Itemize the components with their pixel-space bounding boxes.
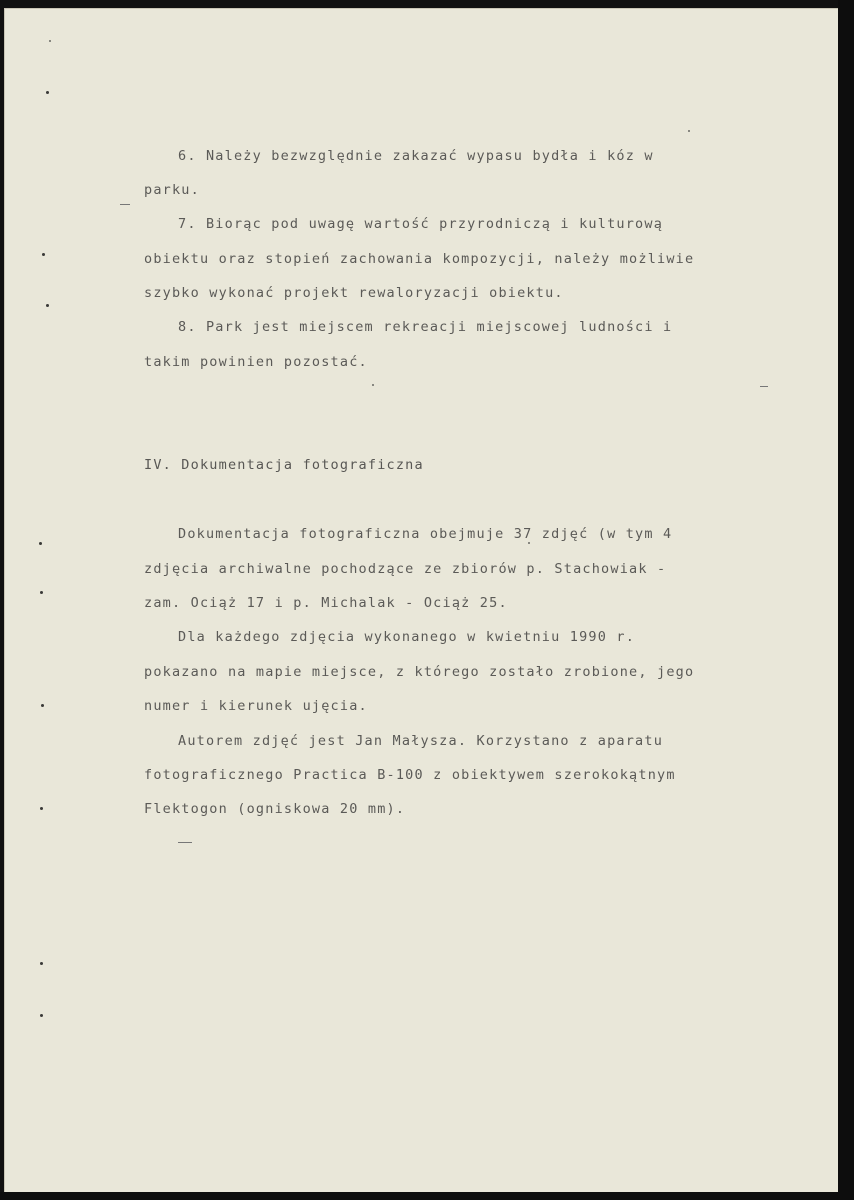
point-6-line-1: 6. Należy bezwzględnie zakazać wypasu bydła i kóz w — [178, 148, 654, 164]
scan-speck — [528, 542, 530, 544]
scan-speck — [49, 40, 51, 42]
photo-doc-line-9: Flektogon (ogniskowa 20 mm). — [144, 801, 406, 817]
photo-doc-line-8: fotograficznego Practica B-100 z obiektywem szerokokątnym — [144, 767, 676, 783]
point-7-line-2: obiektu oraz stopień zachowania kompozycji, należy możliwie — [144, 251, 695, 267]
scan-speck — [372, 384, 374, 386]
photo-doc-line-7: Autorem zdjęć jest Jan Małysza. Korzystano z aparatu — [178, 733, 664, 749]
section-iv-heading: IV. Dokumentacja fotograficzna — [144, 457, 424, 473]
scan-speck — [42, 253, 45, 256]
scan-speck — [40, 1014, 43, 1017]
scan-speck — [40, 591, 43, 594]
scan-speck — [40, 807, 43, 810]
point-8-line-2: takim powinien pozostać. — [144, 354, 368, 370]
point-7-line-3: szybko wykonać projekt rewaloryzacji obiektu. — [144, 285, 564, 301]
scan-speck — [46, 91, 49, 94]
scan-mark — [760, 386, 768, 387]
scan-speck — [688, 130, 690, 132]
photo-doc-line-6: numer i kierunek ujęcia. — [144, 698, 368, 714]
photo-doc-line-1: Dokumentacja fotograficzna obejmuje 37 zdjęć (w tym 4 — [178, 526, 673, 542]
scan-mark — [120, 204, 130, 205]
photo-doc-line-3: zam. Ociąż 17 i p. Michalak - Ociąż 25. — [144, 595, 508, 611]
scan-mark — [178, 842, 192, 843]
point-6-line-2: parku. — [144, 182, 200, 198]
scan-speck — [46, 304, 49, 307]
scan-border-right — [838, 0, 854, 1200]
point-8-line-1: 8. Park jest miejscem rekreacji miejscowej ludności i — [178, 319, 673, 335]
point-7-line-1: 7. Biorąc pod uwagę wartość przyrodniczą i kulturową — [178, 216, 664, 232]
scan-speck — [39, 542, 42, 545]
scan-speck — [40, 962, 43, 965]
scan-border-bottom — [0, 1192, 854, 1200]
scan-speck — [41, 704, 44, 707]
photo-doc-line-2: zdjęcia archiwalne pochodzące ze zbiorów p. Stachowiak - — [144, 561, 667, 577]
photo-doc-line-5: pokazano na mapie miejsce, z którego zostało zrobione, jego — [144, 664, 695, 680]
photo-doc-line-4: Dla każdego zdjęcia wykonanego w kwietniu 1990 r. — [178, 629, 636, 645]
